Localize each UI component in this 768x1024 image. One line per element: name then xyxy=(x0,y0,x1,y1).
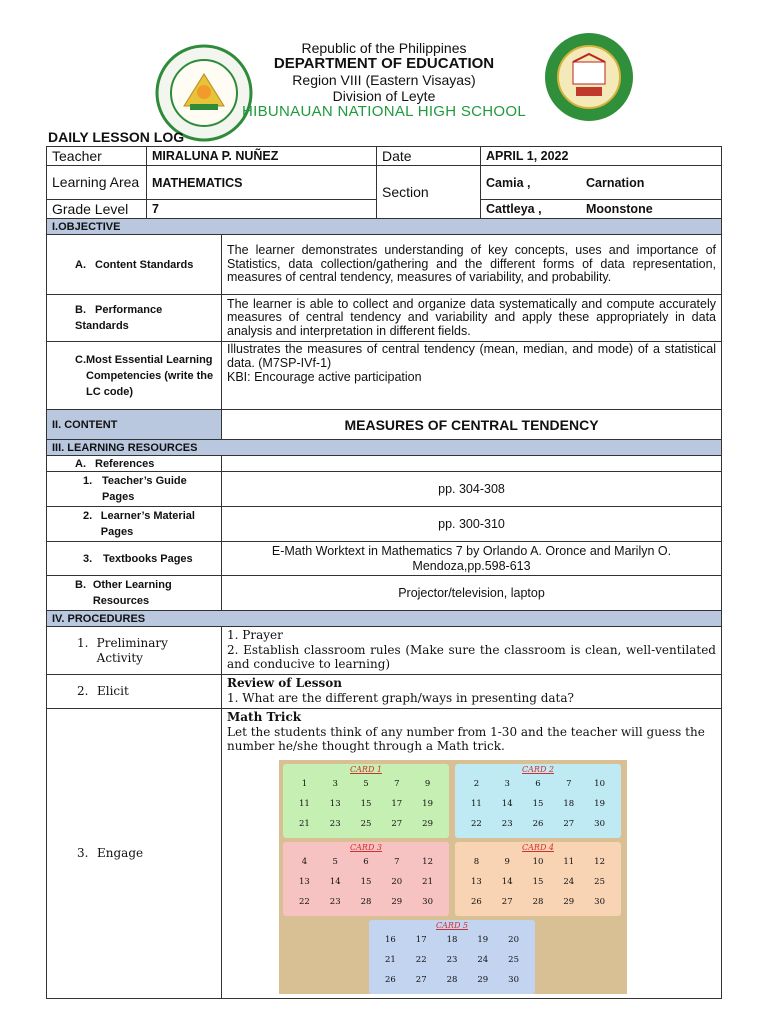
area-row xyxy=(47,166,722,200)
card-number: 28 xyxy=(446,974,458,985)
card-number: 14 xyxy=(501,798,513,809)
references-letter: A. xyxy=(75,457,86,470)
card-number: 27 xyxy=(391,818,403,829)
procedures-heading: IV. PROCEDURES xyxy=(47,611,722,627)
lesson-log-table xyxy=(46,146,722,999)
card-number: 28 xyxy=(360,896,372,907)
other-resources-letter: B. xyxy=(75,579,86,591)
page-title: DAILY LESSON LOG xyxy=(48,129,185,145)
card-number: 7 xyxy=(394,778,400,789)
card-number: 11 xyxy=(470,798,482,809)
teacher-label: Teacher xyxy=(47,147,147,166)
card-3 xyxy=(283,842,449,916)
card-number: 13 xyxy=(298,876,310,887)
card-number: 21 xyxy=(422,876,433,887)
section-camia: Camia , xyxy=(486,175,531,190)
learners-material-num: 2. xyxy=(83,510,93,522)
textbooks-value: E-Math Worktext in Mathematics 7 by Orlando A. Oronce and Marilyn O. Mendoza,pp.598-613 xyxy=(222,542,722,576)
section-value-top xyxy=(481,166,722,200)
content-standards-title: Content Standards xyxy=(95,258,194,271)
teachers-guide-title: Teacher’s Guide Pages xyxy=(101,475,187,503)
preliminary-prayer: 1. Prayer xyxy=(227,628,283,642)
card-number: 22 xyxy=(470,818,482,829)
card-number: 3 xyxy=(332,778,338,789)
card-number: 17 xyxy=(415,934,427,945)
learners-material-row xyxy=(47,507,722,542)
performance-standards-row xyxy=(47,295,722,342)
content-heading: II. CONTENT xyxy=(47,410,222,440)
teachers-guide-num: 1. xyxy=(83,475,93,487)
preliminary-cell xyxy=(222,627,722,675)
competencies-letter: C. xyxy=(75,353,86,366)
other-resources-label xyxy=(47,576,222,611)
card-number: 5 xyxy=(363,778,369,789)
content-row xyxy=(47,410,722,440)
republic-line: Republic of the Philippines xyxy=(301,40,467,56)
card-number: 21 xyxy=(384,954,396,965)
card-number: 30 xyxy=(594,818,605,829)
card-number: 30 xyxy=(594,896,605,907)
teacher-value: MIRALUNA P. NUÑEZ xyxy=(147,147,377,166)
card-number: 16 xyxy=(384,934,396,945)
card-number: 6 xyxy=(535,778,541,789)
card-number: 17 xyxy=(391,798,403,809)
preliminary-label xyxy=(47,627,222,675)
references-label xyxy=(47,456,222,472)
competencies-label xyxy=(47,342,222,410)
card-number: 15 xyxy=(360,876,372,887)
region-line: Region VIII (Eastern Visayas) xyxy=(292,72,476,88)
textbooks-num: 3. xyxy=(83,552,93,565)
card-number: 1 xyxy=(301,778,308,789)
card-number: 20 xyxy=(391,876,403,887)
section-moonstone: Moonstone xyxy=(586,202,653,216)
learners-material-title: Learner’s Material Pages xyxy=(100,510,195,538)
competencies-kbi: KBI: Encourage active participation xyxy=(227,370,422,384)
content-standards-label xyxy=(47,235,222,295)
references-row xyxy=(47,456,722,472)
card-number: 8 xyxy=(473,856,480,867)
card-number: 23 xyxy=(329,818,341,829)
card-number: 19 xyxy=(477,934,489,945)
card-number: 22 xyxy=(298,896,310,907)
card-number: 29 xyxy=(391,896,403,907)
card-number: 29 xyxy=(477,974,489,985)
preliminary-title: Preliminary Activity xyxy=(96,636,168,665)
card-number-grid xyxy=(283,776,449,832)
card-number: 20 xyxy=(508,934,519,945)
card-number: 3 xyxy=(504,778,510,789)
preliminary-rules: 2. Establish classroom rules (Make sure the classroom is clean, well-ventilated and conducive to learning) xyxy=(227,642,716,671)
grade-value: 7 xyxy=(147,200,377,219)
card-5 xyxy=(369,920,535,994)
card-number: 19 xyxy=(422,798,433,809)
performance-standards-letter: B. xyxy=(75,304,86,316)
card-number: 10 xyxy=(532,856,544,867)
performance-standards-title: Performance Standards xyxy=(75,304,163,332)
card-number: 27 xyxy=(415,974,427,985)
card-number: 27 xyxy=(563,818,575,829)
other-resources-value: Projector/television, laptop xyxy=(222,576,722,611)
card-title: CARD 3 xyxy=(350,842,382,852)
date-value: APRIL 1, 2022 xyxy=(481,147,722,166)
card-number: 23 xyxy=(446,954,458,965)
card-number-grid xyxy=(369,932,535,988)
teachers-guide-value: pp. 304-308 xyxy=(222,472,722,507)
textbooks-row xyxy=(47,542,722,576)
card-number: 21 xyxy=(298,818,310,829)
card-number: 23 xyxy=(329,896,341,907)
content-standards-row xyxy=(47,235,722,295)
card-number: 25 xyxy=(508,954,519,965)
card-title: CARD 2 xyxy=(522,764,554,774)
card-number: 12 xyxy=(422,856,433,867)
card-number: 13 xyxy=(329,798,341,809)
elicit-title: Elicit xyxy=(97,684,129,699)
math-trick-cards xyxy=(279,760,627,994)
learners-material-value: pp. 300-310 xyxy=(222,507,722,542)
card-number-grid xyxy=(455,776,621,832)
card-number: 14 xyxy=(501,876,513,887)
engage-num: 3. xyxy=(77,846,89,861)
elicit-heading: Review of Lesson xyxy=(227,676,342,690)
card-number: 11 xyxy=(563,856,575,867)
card-2 xyxy=(455,764,621,838)
learners-material-label xyxy=(47,507,222,542)
card-number: 15 xyxy=(532,798,544,809)
card-number: 7 xyxy=(566,778,572,789)
card-number: 15 xyxy=(360,798,372,809)
objective-heading: I.OBJECTIVE xyxy=(47,219,722,235)
elicit-row xyxy=(47,675,722,709)
references-value xyxy=(222,456,722,472)
teachers-guide-row xyxy=(47,472,722,507)
card-number: 22 xyxy=(415,954,427,965)
card-number-grid xyxy=(455,854,621,910)
card-number: 10 xyxy=(594,778,605,789)
section-value-bottom xyxy=(481,200,722,219)
teachers-guide-label xyxy=(47,472,222,507)
card-number: 26 xyxy=(470,896,482,907)
engage-row xyxy=(47,709,722,999)
card-number: 30 xyxy=(508,974,519,985)
engage-cell xyxy=(222,709,722,999)
grade-label: Grade Level xyxy=(47,200,147,219)
card-number: 30 xyxy=(422,896,433,907)
competencies-cell xyxy=(222,342,722,410)
textbooks-title: Textbooks Pages xyxy=(103,552,193,565)
engage-title: Engage xyxy=(97,846,144,861)
card-number: 26 xyxy=(532,818,544,829)
content-standards-text: The learner demonstrates understanding of key concepts, uses and importance of Statistics, data collection/gathering and the different forms of data representation, measures of central tendency, measures of variability, and probability. xyxy=(222,235,722,295)
competencies-row xyxy=(47,342,722,410)
competencies-text: Illustrates the measures of central tendency (mean, median, and mode) of a statistical data. (M7SP-IVf-1) xyxy=(227,342,716,370)
card-number: 27 xyxy=(501,896,513,907)
division-line: Division of Leyte xyxy=(332,88,436,104)
procedures-heading-row xyxy=(47,611,722,627)
date-label: Date xyxy=(377,147,481,166)
card-number: 6 xyxy=(363,856,369,867)
area-value: MATHEMATICS xyxy=(147,166,377,200)
engage-label xyxy=(47,709,222,999)
card-title: CARD 5 xyxy=(436,920,468,930)
card-number: 5 xyxy=(332,856,338,867)
card-number: 14 xyxy=(329,876,341,887)
content-value: MEASURES OF CENTRAL TENDENCY xyxy=(222,410,722,440)
document-header xyxy=(0,40,768,120)
elicit-question: 1. What are the different graph/ways in presenting data? xyxy=(227,690,574,705)
card-number: 25 xyxy=(594,876,605,887)
teacher-row xyxy=(47,147,722,166)
elicit-label xyxy=(47,675,222,709)
section-carnation: Carnation xyxy=(586,175,645,190)
card-title: CARD 1 xyxy=(350,764,382,774)
other-resources-row xyxy=(47,576,722,611)
card-number: 29 xyxy=(422,818,433,829)
elicit-num: 2. xyxy=(77,684,89,699)
card-number: 24 xyxy=(563,876,575,887)
other-resources-title: Other Learning Resources xyxy=(92,579,172,607)
card-number: 7 xyxy=(394,856,400,867)
card-number: 12 xyxy=(594,856,605,867)
area-label: Learning Area xyxy=(47,166,147,200)
card-number: 18 xyxy=(446,934,458,945)
section-cattleya: Cattleya , xyxy=(486,202,542,216)
engage-heading: Math Trick xyxy=(227,710,302,724)
card-4 xyxy=(455,842,621,916)
card-number: 25 xyxy=(360,818,372,829)
engage-text: Let the students think of any number from 1-30 and the teacher will guess the number he/she thought through a Math trick. xyxy=(227,724,705,753)
performance-standards-label xyxy=(47,295,222,342)
card-number: 26 xyxy=(384,974,396,985)
card-number: 19 xyxy=(594,798,605,809)
content-standards-letter: A. xyxy=(75,258,86,271)
objective-heading-row xyxy=(47,219,722,235)
card-number: 4 xyxy=(301,856,308,867)
card-number: 24 xyxy=(477,954,489,965)
card-number: 15 xyxy=(532,876,544,887)
preliminary-row xyxy=(47,627,722,675)
card-number: 28 xyxy=(532,896,544,907)
card-1 xyxy=(283,764,449,838)
card-number: 9 xyxy=(504,856,510,867)
section-label: Section xyxy=(377,166,481,219)
card-number: 2 xyxy=(473,778,480,789)
card-number: 23 xyxy=(501,818,513,829)
preliminary-num: 1. xyxy=(77,636,89,650)
card-number: 18 xyxy=(563,798,575,809)
references-title: References xyxy=(95,457,155,470)
card-number: 9 xyxy=(424,778,431,789)
resources-heading-row xyxy=(47,440,722,456)
card-number: 29 xyxy=(563,896,575,907)
textbooks-label xyxy=(47,542,222,576)
performance-standards-text: The learner is able to collect and organize data systematically and compute accurately measures of central tendency and variability and apply these appropriately in data analysis and interpretation in different fields. xyxy=(222,295,722,342)
elicit-cell xyxy=(222,675,722,709)
card-number-grid xyxy=(283,854,449,910)
card-title: CARD 4 xyxy=(522,842,554,852)
card-number: 13 xyxy=(470,876,482,887)
card-number: 11 xyxy=(298,798,310,809)
resources-heading: III. LEARNING RESOURCES xyxy=(47,440,722,456)
competencies-title: Most Essential Learning Competencies (write the LC code) xyxy=(86,353,214,398)
school-name: HIBUNAUAN NATIONAL HIGH SCHOOL xyxy=(241,103,527,120)
department-line: DEPARTMENT OF EDUCATION xyxy=(273,55,495,72)
